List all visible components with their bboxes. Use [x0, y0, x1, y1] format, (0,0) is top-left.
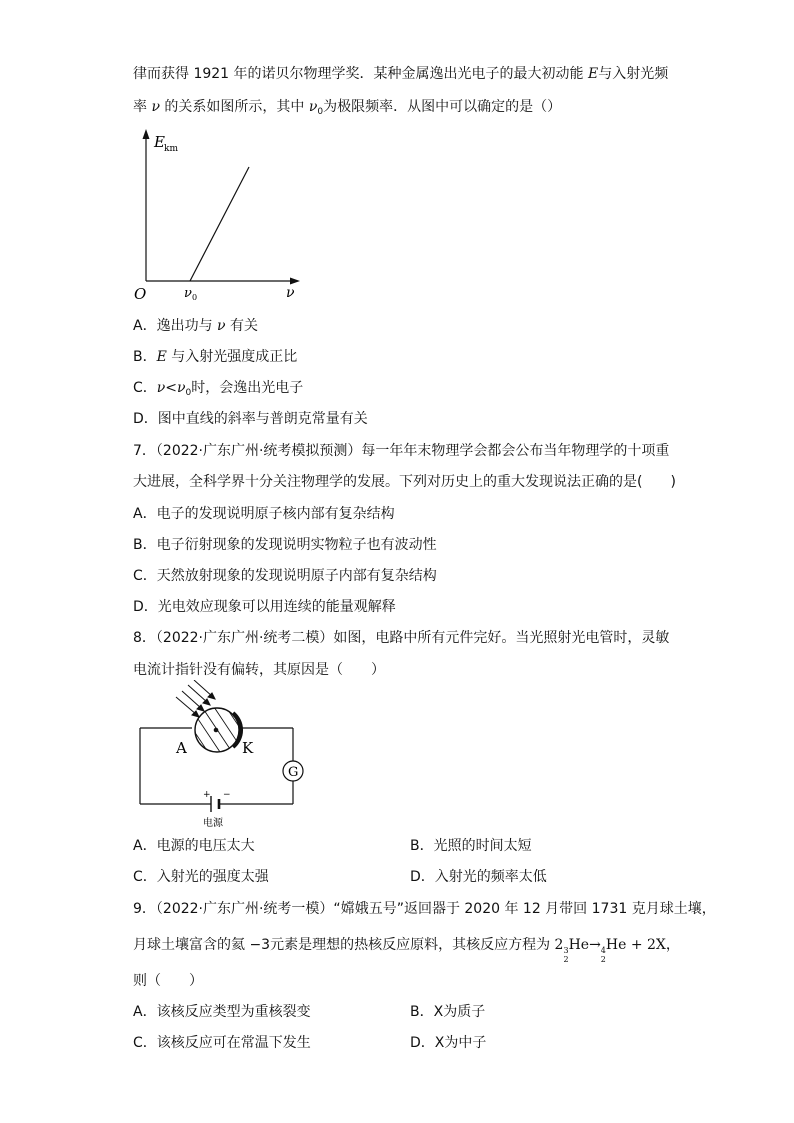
q6-option-a — [133, 316, 258, 336]
option-text: 逸出功与 — [156, 318, 218, 334]
option-var: ν<ν — [156, 380, 186, 396]
q6-option-b — [133, 347, 297, 367]
q6-option-d — [133, 409, 368, 429]
option-letter: A． — [133, 318, 157, 334]
eq-rest: + 2X， — [626, 937, 680, 953]
light-rays — [176, 680, 215, 717]
q9-stem-line3: 则（ ） — [133, 973, 203, 989]
q7-option-d: D．光电效应现象可以用连续的能量观解释 — [133, 599, 396, 615]
q6-intro-line1 — [133, 64, 668, 84]
q6-intro-text: 为极限频率．从图中可以确定的是（） — [323, 99, 562, 115]
option-var: ν — [217, 318, 226, 334]
x-axis-label: ν — [286, 285, 295, 301]
option-var: E — [156, 349, 167, 365]
y-axis-arrow — [143, 129, 150, 139]
q9-option-d: D．X为中子 — [410, 1035, 487, 1051]
eq-symbol: He — [568, 937, 590, 953]
q6-option-c — [133, 378, 303, 403]
eq-charge-number: 2 — [600, 955, 606, 964]
q7-stem-line1: 7．（2022·广东广州·统考模拟预测）每一年年末物理学会都会公布当年物理学的十项重 — [133, 443, 670, 459]
eq-symbol: He — [605, 937, 627, 953]
q7-option-c: C．天然放射现象的发现说明原子内部有复杂结构 — [133, 568, 437, 584]
q8-option-b: B．光照的时间太短 — [410, 838, 532, 854]
q6-var-nu: ν — [151, 99, 160, 115]
q7-stem-line2: 大进展，全科学界十分关注物理学的发展。下列对历史上的重大发现说法正确的是( ) — [133, 474, 676, 490]
q8-option-c: C．入射光的强度太强 — [133, 869, 269, 885]
anode-label: A — [176, 739, 187, 757]
eq-charge-number: 2 — [563, 955, 569, 964]
q8-stem-line1: 8．（2022·广东广州·统考二模）如图，电路中所有元件完好。当光照射光电管时，灵敏 — [133, 630, 670, 646]
option-text: 与入射光强度成正比 — [166, 349, 298, 365]
q9-stem-text: 月球土壤富含的氦 −3元素是理想的热核反应原料，其核反应方程为 — [133, 937, 555, 953]
q6-intro-text: 律而获得 1921 年的诺贝尔物理学奖．某种金属逸出光电子的最大初动能 — [133, 66, 588, 82]
q8-option-d: D．入射光的频率太低 — [410, 869, 547, 885]
q7-option-a: A．电子的发现说明原子核内部有复杂结构 — [133, 506, 395, 522]
q6-intro-text: 与入射光频 — [598, 66, 669, 82]
option-sub: 0 — [185, 388, 192, 398]
q8-stem-line2: 电流计指针没有偏转，其原因是（ ） — [133, 662, 385, 678]
q6-var-e: E — [587, 66, 599, 82]
q6-intro-line2 — [133, 97, 561, 122]
battery-minus: − — [223, 790, 231, 800]
q8-circuit-diagram — [130, 680, 310, 835]
x-tick-label-sub: 0 — [192, 293, 198, 302]
battery-plus: + — [203, 790, 211, 800]
galvanometer-label: G — [288, 765, 299, 780]
q6-graph — [130, 125, 310, 305]
power-source-label: 电源 — [203, 818, 223, 829]
eq-mass-number: 4 — [600, 946, 606, 955]
x-axis-arrow — [290, 278, 300, 285]
eq-mass-number: 3 — [563, 946, 569, 955]
q7-option-b: B．电子衍射现象的发现说明实物粒子也有波动性 — [133, 537, 437, 553]
q6-var-nu0: ν — [308, 99, 318, 115]
q6-var-nu0-sub: 0 — [317, 107, 324, 117]
eq-arrow: → — [589, 937, 601, 953]
y-axis-label-sub: km — [164, 144, 178, 154]
option-letter: B． — [133, 349, 157, 365]
q8-option-a: A．电源的电压太大 — [133, 838, 255, 854]
q9-reaction-equation — [554, 937, 680, 964]
q6-intro-text: 的关系如图所示，其中 — [159, 99, 309, 115]
phototube-cathode — [233, 713, 241, 747]
q9-stem-line1: 9．（2022·广东广州·统考一模）“嫦娥五号”返回器于 2020 年 12 月带回 1731 克月球土壤， — [133, 901, 716, 917]
q6-intro-text: 率 — [133, 99, 152, 115]
cathode-label: K — [242, 739, 254, 757]
q9-option-a: A．该核反应类型为重核裂变 — [133, 1004, 311, 1020]
x-tick-label: ν — [184, 286, 192, 301]
ek-line — [190, 167, 249, 281]
q9-stem-line2 — [133, 935, 680, 964]
option-text: 图中直线的斜率与普朗克常量有关 — [157, 411, 368, 427]
origin-label: O — [134, 285, 147, 303]
q9-option-b: B．X为质子 — [410, 1004, 486, 1020]
option-text: 有关 — [225, 318, 258, 334]
option-letter: C． — [133, 380, 157, 396]
phototube-anode — [214, 728, 219, 733]
y-axis-label: E — [154, 133, 165, 151]
q9-option-c: C．该核反应可在常温下发生 — [133, 1035, 311, 1051]
option-letter: D． — [133, 411, 158, 427]
eq-coefficient: 2 — [554, 937, 564, 953]
option-text: 时，会逸出光电子 — [191, 380, 304, 396]
